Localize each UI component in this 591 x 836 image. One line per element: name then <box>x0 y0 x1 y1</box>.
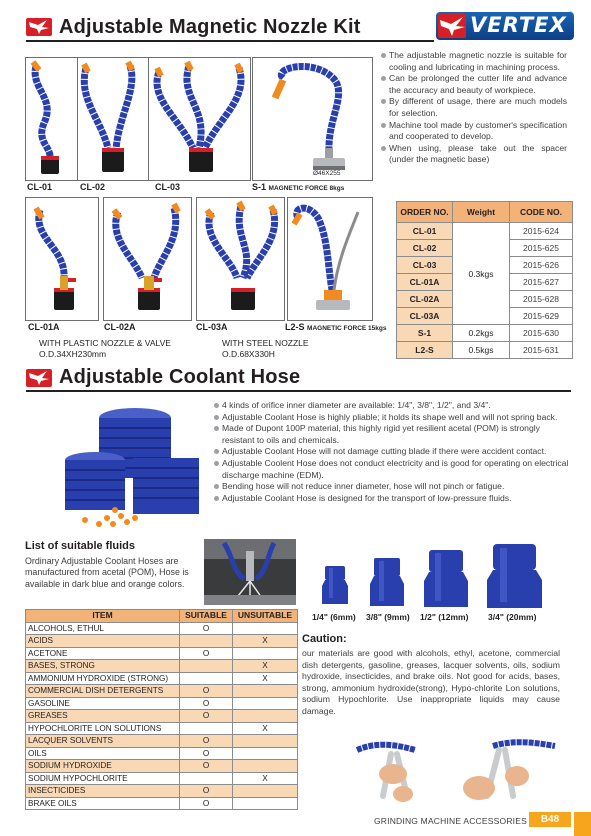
kit-label-s-1 <box>252 182 344 192</box>
table-row <box>26 647 298 660</box>
plastic-nozzle-note: WITH PLASTIC NOZZLE & VALVE <box>39 338 171 348</box>
unsuitable-mark <box>233 785 298 798</box>
s-1-dimension: Ø46X255 <box>313 170 341 177</box>
size-label-three-quarter: 3/4" (20mm) <box>488 612 537 622</box>
size-label-three-eighth: 3/8" (9mm) <box>366 612 410 622</box>
fluid-item: ALCOHOLS, ETHUL <box>26 622 180 635</box>
fluid-item: INSECTICIDES <box>26 785 180 798</box>
fluid-item: SODIUM HYDROXIDE <box>26 760 180 773</box>
table-row <box>26 747 298 760</box>
unsuitable-mark: X <box>233 672 298 685</box>
table-row <box>397 342 573 359</box>
code-no-cell: 2015-626 <box>510 257 573 274</box>
table-row <box>26 622 298 635</box>
suitable-mark: O <box>180 710 233 723</box>
pliers-photo-left <box>355 736 445 808</box>
fluid-item: AMMONIUM HYDROXIDE (STRONG) <box>26 672 180 685</box>
suitable-mark: O <box>180 785 233 798</box>
table-row <box>26 685 298 698</box>
unsuitable-mark: X <box>233 635 298 648</box>
hose-feature-item: 4 kinds of orifice inner diameter are available: 1/4", 3/8", 1/2", and 3/4". <box>214 400 569 412</box>
vertex-logo <box>436 12 574 40</box>
machining-photo <box>204 539 296 605</box>
unsuitable-mark: X <box>233 722 298 735</box>
order-no-cell: CL-01 <box>397 223 453 240</box>
order-no-cell: L2-S <box>397 342 453 359</box>
suitable-mark: O <box>180 697 233 710</box>
size-label-half: 1/2" (12mm) <box>420 612 469 622</box>
kit-label-cl-02a: CL-02A <box>104 322 136 332</box>
kit-photo-l2-s <box>287 197 373 321</box>
order-no-cell: CL-02 <box>397 240 453 257</box>
steel-nozzle-note: WITH STEEL NOZZLE <box>222 338 309 348</box>
kit-label-l2-s <box>285 322 387 332</box>
fluid-item: ACETONE <box>26 647 180 660</box>
brand-eagle-icon <box>26 369 52 387</box>
table-row <box>26 660 298 673</box>
order-no-cell: CL-01A <box>397 274 453 291</box>
size-label-quarter: 1/4" (6mm) <box>312 612 356 622</box>
caution-title: Caution: <box>302 633 347 645</box>
pliers-photo-right <box>453 736 557 808</box>
unsuitable-mark <box>233 685 298 698</box>
fluids-title: List of suitable fluids <box>25 540 136 552</box>
kit-label-cl-03: CL-03 <box>155 182 181 192</box>
table-row <box>26 760 298 773</box>
hose-feature-item: Adjustable Coolant Hose is highly pliable; it holds its shape well and will not spring back. <box>214 412 569 424</box>
unsuitable-mark <box>233 747 298 760</box>
kit-feature-item: The adjustable magnetic nozzle is suitable for cooling and lubricating in machining process. <box>381 50 567 73</box>
kit-photo-cl-02 <box>77 57 149 181</box>
kit-feature-item: Machine tool made by customer's specification and cooperated to develop. <box>381 120 567 143</box>
kit-code-s-1: S-1 <box>252 182 267 192</box>
hose-features-list <box>214 400 569 504</box>
weight-cell: 0.5kgs <box>453 342 510 359</box>
order-no-cell: CL-03A <box>397 308 453 325</box>
code-no-cell: 2015-624 <box>510 223 573 240</box>
fluid-item: OILS <box>26 747 180 760</box>
order-no-cell: S-1 <box>397 325 453 342</box>
hose-reel-photo <box>55 398 210 530</box>
fluid-item: BASES, STRONG <box>26 660 180 673</box>
suitable-mark: O <box>180 685 233 698</box>
order-no-cell: CL-02A <box>397 291 453 308</box>
hose-section-title: Adjustable Coolant Hose <box>59 366 301 388</box>
hose-feature-item: Adjustable Coolant Hose is designed for the transport of low-pressure fluids. <box>214 493 569 505</box>
unsuitable-mark <box>233 797 298 810</box>
code-no-cell: 2015-628 <box>510 291 573 308</box>
suitable-mark: O <box>180 735 233 748</box>
table-row <box>26 697 298 710</box>
hose-title-underline <box>26 390 571 392</box>
hose-feature-item: Made of Dupont 100P material, this highly rigid yet resilient acetal (POM) is strongly resistant to oils and chemicals. <box>214 423 569 446</box>
fitting-three-eighth-inch <box>370 558 404 606</box>
suitable-mark: O <box>180 760 233 773</box>
code-no-cell: 2015-631 <box>510 342 573 359</box>
suitable-mark <box>180 722 233 735</box>
fluids-table <box>25 609 298 810</box>
code-no-header: CODE NO. <box>510 202 573 223</box>
kit-feature-item: Can be prolonged the cutter life and advance the accuracy and beauty of workpiece. <box>381 73 567 96</box>
code-no-cell: 2015-630 <box>510 325 573 342</box>
weight-cell: 0.3kgs <box>453 223 510 325</box>
fitting-quarter-inch <box>322 566 348 604</box>
suitable-mark <box>180 635 233 648</box>
hose-feature-item: Adjustable Coolent Hose does not conduct electricity and is good for operating on electrical discharge machine (EDM). <box>214 458 569 481</box>
order-no-header: ORDER NO. <box>397 202 453 223</box>
kit-note-l2-s: MAGNETIC FORCE 15kgs <box>307 325 387 332</box>
kit-photo-cl-01 <box>25 57 79 181</box>
fluid-item: BRAKE OILS <box>26 797 180 810</box>
caution-text: our materials are good with alcohols, ethyl, acetone, commercial dish detergents, gasoline, greases, lacquer solvents, oils, sodium hydroxide, insecticides, and brake oils. Not good for acids, bases, strong, ammonium hydroxide(strong), Hypo-chlorite Lon solutions, sodium Hypochlorite. Use inappropriate liquids may cause damage. <box>302 648 560 716</box>
kit-code-l2-s: L2-S <box>285 322 305 332</box>
fitting-three-quarter-inch <box>487 544 542 608</box>
kit-photo-cl-03 <box>148 57 251 181</box>
logo-text: VERTEX <box>470 13 567 37</box>
fitting-half-inch <box>424 550 468 607</box>
fluid-item: SODIUM HYPOCHLORITE <box>26 772 180 785</box>
unsuitable-mark <box>233 760 298 773</box>
suitable-mark <box>180 772 233 785</box>
code-no-cell: 2015-629 <box>510 308 573 325</box>
table-row <box>26 797 298 810</box>
kit-photo-s-1 <box>252 57 373 181</box>
table-row <box>26 772 298 785</box>
table-row <box>26 710 298 723</box>
logo-eagle-icon <box>438 14 466 38</box>
fluid-item: HYPOCHLORITE LON SOLUTIONS <box>26 722 180 735</box>
suitable-mark: O <box>180 797 233 810</box>
table-row <box>397 325 573 342</box>
unsuitable-mark <box>233 735 298 748</box>
plastic-nozzle-od: O.D.34XH230mm <box>39 349 107 359</box>
suitable-mark <box>180 672 233 685</box>
kit-photo-cl-02a <box>103 197 192 321</box>
footer-accent-bar <box>574 812 591 836</box>
kit-photo-cl-03a <box>196 197 285 321</box>
kit-feature-item: When using, please take out the spacer (under the magnetic base) <box>381 143 567 166</box>
suitable-mark <box>180 660 233 673</box>
fluids-intro: Ordinary Adjustable Coolant Hoses are manufactured from acetal (POM), Hose is available in dark blue and orange colors. <box>25 556 189 589</box>
suitable-mark: O <box>180 647 233 660</box>
unsuitable-mark <box>233 697 298 710</box>
page-title: Adjustable Magnetic Nozzle Kit <box>59 16 361 38</box>
unsuitable-mark <box>233 710 298 723</box>
kit-label-cl-02: CL-02 <box>80 182 106 192</box>
table-row <box>397 223 573 240</box>
kit-photo-cl-01a <box>25 197 99 321</box>
weight-cell: 0.2kgs <box>453 325 510 342</box>
code-no-cell: 2015-625 <box>510 240 573 257</box>
order-no-cell: CL-03 <box>397 257 453 274</box>
order-table-header <box>397 202 573 223</box>
hose-feature-item: Bending hose will not reduce inner diameter, hose will not pinch or fatigue. <box>214 481 569 493</box>
title-underline <box>26 40 434 42</box>
item-header: ITEM <box>26 610 180 623</box>
table-row <box>26 672 298 685</box>
kit-features-list <box>381 50 567 166</box>
unsuitable-mark: X <box>233 772 298 785</box>
unsuitable-mark <box>233 647 298 660</box>
suitable-mark: O <box>180 622 233 635</box>
table-row <box>26 635 298 648</box>
kit-label-cl-01a: CL-01A <box>28 322 60 332</box>
registered-mark: ® <box>568 12 574 19</box>
unsuitable-mark: X <box>233 660 298 673</box>
kit-note-s-1: MAGNETIC FORCE 8kgs <box>268 185 345 192</box>
unsuitable-mark <box>233 622 298 635</box>
suitable-header: SUITABLE <box>180 610 233 623</box>
table-row <box>26 735 298 748</box>
footer-section-label: GRINDING MACHINE ACCESSORIES <box>374 816 527 826</box>
fluid-item: LACQUER SOLVENTS <box>26 735 180 748</box>
suitable-mark: O <box>180 747 233 760</box>
fluids-table-header <box>26 610 298 623</box>
unsuitable-header: UNSUITABLE <box>233 610 298 623</box>
fluid-item: COMMERCIAL DISH DETERGENTS <box>26 685 180 698</box>
table-row <box>26 722 298 735</box>
kit-feature-item: By different of usage, there are much models for selection. <box>381 96 567 119</box>
code-no-cell: 2015-627 <box>510 274 573 291</box>
order-table <box>396 201 573 359</box>
table-row <box>26 785 298 798</box>
kit-label-cl-01: CL-01 <box>27 182 53 192</box>
page-number: B48 <box>529 812 571 827</box>
hose-feature-item: Adjustable Coolant Hose will not damage cutting blade if there were accident contact. <box>214 446 569 458</box>
kit-label-cl-03a: CL-03A <box>196 322 228 332</box>
fluid-item: ACIDS <box>26 635 180 648</box>
brand-eagle-icon <box>26 18 52 36</box>
fluid-item: GASOLINE <box>26 697 180 710</box>
fluid-item: GREASES <box>26 710 180 723</box>
steel-nozzle-od: O.D.68X330H <box>222 349 275 359</box>
weight-header: Weight <box>453 202 510 223</box>
